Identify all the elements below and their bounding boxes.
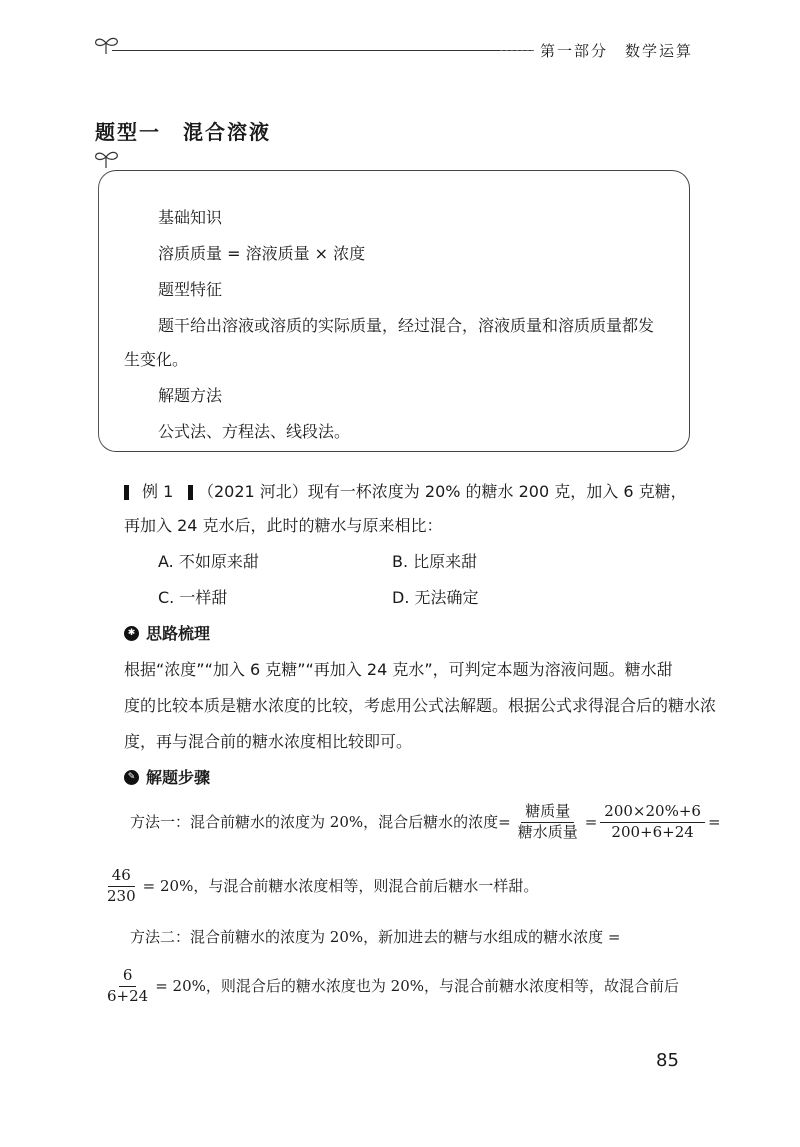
method-two-result bbox=[100, 968, 679, 1005]
fraction bbox=[600, 804, 705, 841]
fraction bbox=[103, 968, 152, 1005]
gear-icon: ✱ bbox=[124, 626, 139, 641]
header-rule-dashed bbox=[500, 50, 534, 51]
method-two-tail: = 20%，则混合后的糖水浓度也为 20%，与混合前糖水浓度相等，故混合前后 bbox=[155, 976, 679, 995]
analysis-title: 思路梳理 bbox=[146, 624, 211, 643]
equals-sign: = bbox=[707, 812, 721, 831]
option-c: C. 一样甜 bbox=[158, 588, 228, 607]
fraction-numerator: 46 bbox=[108, 868, 135, 887]
fraction bbox=[514, 804, 582, 841]
sprout-icon bbox=[92, 34, 122, 56]
method-two: 方法二：混合前糖水的浓度为 20%，新加进去的糖与水组成的糖水浓度 = bbox=[130, 928, 621, 946]
sprout-icon bbox=[92, 148, 122, 170]
knowledge-heading: 基础知识 bbox=[158, 208, 223, 227]
fraction-denominator: 200+6+24 bbox=[611, 822, 694, 841]
analysis-text: 根据“浓度”“加入 6 克糖”“再加入 24 克水”，可判定本题为溶液问题。糖水甜 bbox=[124, 660, 673, 679]
fraction-numerator: 200×20%+6 bbox=[600, 804, 705, 823]
section-title: 题型一 混合溶液 bbox=[95, 120, 271, 144]
fraction-numerator: 6 bbox=[119, 968, 137, 987]
option-b: B. 比原来甜 bbox=[392, 552, 478, 571]
example-text: （2021 河北）现有一杯浓度为 20% 的糖水 200 克，加入 6 克糖， bbox=[198, 482, 687, 501]
method-one bbox=[130, 804, 721, 841]
method-one-tail: = 20%，与混合前糖水浓度相等，则混合前后糖水一样甜。 bbox=[142, 876, 539, 895]
equals-sign: = bbox=[584, 812, 598, 831]
steps-title: 解题步骤 bbox=[146, 768, 211, 787]
option-d: D. 无法确定 bbox=[392, 588, 479, 607]
feature-heading: 题型特征 bbox=[158, 280, 223, 299]
fraction-denominator: 6+24 bbox=[107, 986, 149, 1005]
example-marker bbox=[188, 485, 193, 500]
fraction-denominator: 230 bbox=[107, 886, 136, 905]
fraction-numerator: 糖质量 bbox=[521, 804, 574, 823]
example-marker bbox=[124, 485, 129, 500]
feature-text-cont: 生变化。 bbox=[124, 350, 189, 369]
analysis-text: 度，再与混合前的糖水浓度相比较即可。 bbox=[124, 732, 413, 751]
page-number: 85 bbox=[656, 1050, 679, 1071]
example-label: 例 1 bbox=[142, 482, 174, 501]
feature-text: 题干给出溶液或溶质的实际质量，经过混合，溶液质量和溶质质量都发 bbox=[158, 316, 655, 335]
running-header: 第一部分 数学运算 bbox=[540, 42, 694, 60]
method-text: 公式法、方程法、线段法。 bbox=[158, 422, 351, 441]
fraction bbox=[103, 868, 140, 905]
option-a: A. 不如原来甜 bbox=[158, 552, 259, 571]
header-rule bbox=[112, 50, 532, 51]
method-one-text: 方法一：混合前糖水的浓度为 20%，混合后糖水的浓度= bbox=[130, 812, 511, 831]
analysis-text: 度的比较本质是糖水浓度的比较，考虑用公式法解题。根据公式求得混合后的糖水浓 bbox=[124, 696, 717, 715]
pencil-icon: ✎ bbox=[124, 770, 139, 785]
fraction-denominator: 糖水质量 bbox=[517, 822, 578, 841]
method-heading: 解题方法 bbox=[158, 386, 223, 405]
knowledge-formula: 溶质质量 = 溶液质量 × 浓度 bbox=[158, 244, 366, 263]
example-text-cont: 再加入 24 克水后，此时的糖水与原来相比： bbox=[124, 516, 443, 535]
method-one-result bbox=[100, 868, 538, 905]
